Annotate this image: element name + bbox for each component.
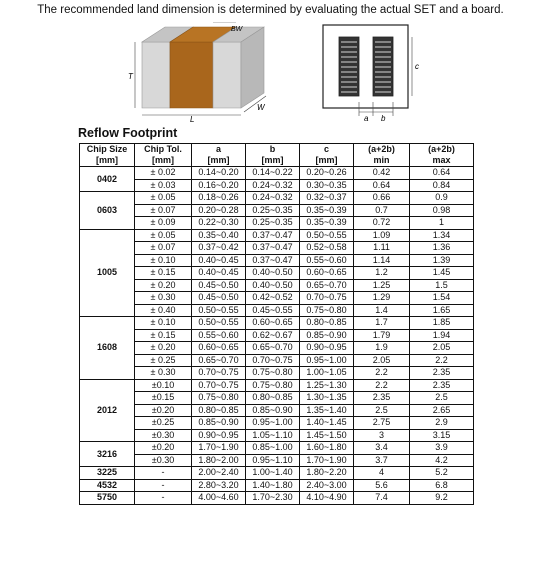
chip-tol-cell: - — [135, 492, 192, 505]
a-cell: 0.70~0.75 — [192, 379, 246, 392]
a-cell: 0.60~0.65 — [192, 342, 246, 355]
col-chip-tol: Chip Tol. — [135, 144, 192, 156]
dimension-drawings — [0, 22, 541, 122]
chip-tol-cell: ± 0.15 — [135, 267, 192, 280]
a2b-max-cell: 1.85 — [410, 317, 474, 330]
a2b-min-cell: 1.14 — [354, 254, 410, 267]
c-cell: 0.95~1.00 — [300, 354, 354, 367]
a-cell: 0.40~0.45 — [192, 267, 246, 280]
a-cell: 4.00~4.60 — [192, 492, 246, 505]
a2b-max-cell: 2.05 — [410, 342, 474, 355]
a-cell: 0.85~0.90 — [192, 417, 246, 430]
b-cell: 0.24~0.32 — [246, 192, 300, 205]
a2b-min-cell: 7.4 — [354, 492, 410, 505]
table-row — [80, 379, 474, 392]
a2b-max-cell: 6.8 — [410, 479, 474, 492]
b-cell: 1.00~1.40 — [246, 467, 300, 480]
a-cell: 0.35~0.40 — [192, 229, 246, 242]
col-c: c — [300, 144, 354, 156]
table-row — [80, 204, 474, 217]
a2b-min-cell: 1.4 — [354, 304, 410, 317]
c-cell: 1.70~1.90 — [300, 454, 354, 467]
col-c-unit: [mm] — [300, 155, 354, 167]
chip-tol-cell: ± 0.25 — [135, 354, 192, 367]
table-row — [80, 429, 474, 442]
table-row — [80, 254, 474, 267]
a-cell: 0.16~0.20 — [192, 179, 246, 192]
col-a2b-min-sub: min — [354, 155, 410, 167]
a2b-min-cell: 2.2 — [354, 379, 410, 392]
chip-size-cell: 4532 — [80, 479, 135, 492]
table-row — [80, 192, 474, 205]
a2b-max-cell: 9.2 — [410, 492, 474, 505]
a2b-min-cell: 4 — [354, 467, 410, 480]
a2b-max-cell: 0.98 — [410, 204, 474, 217]
c-cell: 4.10~4.90 — [300, 492, 354, 505]
chip-tol-cell: ± 0.10 — [135, 254, 192, 267]
chip-size-cell: 0603 — [80, 192, 135, 230]
c-cell: 2.40~3.00 — [300, 479, 354, 492]
a2b-max-cell: 1.65 — [410, 304, 474, 317]
a2b-min-cell: 1.7 — [354, 317, 410, 330]
chip-label-t: T — [128, 72, 133, 81]
a2b-min-cell: 2.2 — [354, 367, 410, 380]
a-cell: 2.80~3.20 — [192, 479, 246, 492]
a2b-min-cell: 2.75 — [354, 417, 410, 430]
c-cell: 1.45~1.50 — [300, 429, 354, 442]
a-cell: 0.14~0.20 — [192, 167, 246, 180]
chip-tol-cell: ± 0.40 — [135, 304, 192, 317]
a-cell: 0.75~0.80 — [192, 392, 246, 405]
col-a-unit: [mm] — [192, 155, 246, 167]
a2b-min-cell: 5.6 — [354, 479, 410, 492]
b-cell: 0.37~0.47 — [246, 254, 300, 267]
a-cell: 0.65~0.70 — [192, 354, 246, 367]
a2b-min-cell: 0.66 — [354, 192, 410, 205]
a2b-max-cell: 4.2 — [410, 454, 474, 467]
page-header-text: The recommended land dimension is determined by evaluating the actual SET and a board. — [37, 4, 504, 16]
c-cell: 0.70~0.75 — [300, 292, 354, 305]
a2b-min-cell: 1.09 — [354, 229, 410, 242]
b-cell: 1.40~1.80 — [246, 479, 300, 492]
table-row — [80, 292, 474, 305]
a2b-min-cell: 2.5 — [354, 404, 410, 417]
a2b-max-cell: 2.2 — [410, 354, 474, 367]
col-chip-size-unit: [mm] — [80, 155, 135, 167]
table-row — [80, 267, 474, 280]
chip-size-cell: 3216 — [80, 442, 135, 467]
b-cell: 1.70~2.30 — [246, 492, 300, 505]
chip-tol-cell: ±0.20 — [135, 442, 192, 455]
c-cell: 1.25~1.30 — [300, 379, 354, 392]
chip-size-cell: 5750 — [80, 492, 135, 505]
a-cell: 0.50~0.55 — [192, 317, 246, 330]
a2b-max-cell: 3.9 — [410, 442, 474, 455]
a2b-max-cell: 1.45 — [410, 267, 474, 280]
chip-tol-cell: ± 0.10 — [135, 317, 192, 330]
a-cell: 0.18~0.26 — [192, 192, 246, 205]
chip-tol-cell: ± 0.20 — [135, 342, 192, 355]
chip-size-cell: 1608 — [80, 317, 135, 380]
b-cell: 0.40~0.50 — [246, 267, 300, 280]
chip-tol-cell: ± 0.07 — [135, 204, 192, 217]
chip-size-cell: 0402 — [80, 167, 135, 192]
table-row — [80, 442, 474, 455]
b-cell: 0.85~0.90 — [246, 404, 300, 417]
land-label-c: c — [415, 62, 419, 71]
a2b-max-cell: 2.9 — [410, 417, 474, 430]
a-cell: 0.20~0.28 — [192, 204, 246, 217]
c-cell: 1.40~1.45 — [300, 417, 354, 430]
a-cell: 0.22~0.30 — [192, 217, 246, 230]
a-cell: 0.55~0.60 — [192, 329, 246, 342]
chip-tol-cell: ±0.25 — [135, 417, 192, 430]
c-cell: 0.75~0.80 — [300, 304, 354, 317]
a-cell: 2.00~2.40 — [192, 467, 246, 480]
b-cell: 0.42~0.52 — [246, 292, 300, 305]
table-row — [80, 304, 474, 317]
a2b-max-cell: 1.54 — [410, 292, 474, 305]
b-cell: 0.75~0.80 — [246, 367, 300, 380]
b-cell: 0.60~0.65 — [246, 317, 300, 330]
a-cell: 0.70~0.75 — [192, 367, 246, 380]
a2b-min-cell: 3 — [354, 429, 410, 442]
a2b-min-cell: 2.05 — [354, 354, 410, 367]
c-cell: 0.35~0.39 — [300, 217, 354, 230]
c-cell: 0.30~0.35 — [300, 179, 354, 192]
b-cell: 0.85~1.00 — [246, 442, 300, 455]
b-cell: 0.14~0.22 — [246, 167, 300, 180]
c-cell: 1.80~2.20 — [300, 467, 354, 480]
a2b-max-cell: 3.15 — [410, 429, 474, 442]
a2b-min-cell: 1.2 — [354, 267, 410, 280]
chip-size-cell: 1005 — [80, 229, 135, 317]
chip-tol-cell: ± 0.02 — [135, 167, 192, 180]
col-chip-tol-unit: [mm] — [135, 155, 192, 167]
b-cell: 0.95~1.00 — [246, 417, 300, 430]
chip-tol-cell: ± 0.15 — [135, 329, 192, 342]
table-row — [80, 404, 474, 417]
b-cell: 0.45~0.55 — [246, 304, 300, 317]
a2b-min-cell: 0.72 — [354, 217, 410, 230]
chip-size-cell: 3225 — [80, 467, 135, 480]
a-cell: 0.45~0.50 — [192, 292, 246, 305]
chip-tol-cell: ± 0.05 — [135, 229, 192, 242]
b-cell: 0.25~0.35 — [246, 217, 300, 230]
a-cell: 1.80~2.00 — [192, 454, 246, 467]
chip-drawing — [128, 22, 266, 122]
col-a: a — [192, 144, 246, 156]
b-cell: 0.70~0.75 — [246, 354, 300, 367]
chip-tol-cell: ± 0.07 — [135, 242, 192, 255]
a2b-max-cell: 2.65 — [410, 404, 474, 417]
c-cell: 0.32~0.37 — [300, 192, 354, 205]
col-b-unit: [mm] — [246, 155, 300, 167]
chip-tol-cell: ± 0.05 — [135, 192, 192, 205]
chip-body-front — [170, 42, 213, 108]
a2b-max-cell: 0.64 — [410, 167, 474, 180]
a-cell: 0.45~0.50 — [192, 279, 246, 292]
a2b-min-cell: 0.64 — [354, 179, 410, 192]
a2b-max-cell: 2.5 — [410, 392, 474, 405]
table-row — [80, 242, 474, 255]
table-row — [80, 417, 474, 430]
a-cell: 0.80~0.85 — [192, 404, 246, 417]
a2b-max-cell: 1.36 — [410, 242, 474, 255]
a2b-max-cell: 0.9 — [410, 192, 474, 205]
a2b-min-cell: 0.7 — [354, 204, 410, 217]
table-row — [80, 367, 474, 380]
chip-left-electrode-front — [142, 42, 170, 108]
b-cell: 0.95~1.10 — [246, 454, 300, 467]
land-label-b: b — [381, 114, 386, 122]
b-cell: 0.24~0.32 — [246, 179, 300, 192]
a-cell: 1.70~1.90 — [192, 442, 246, 455]
c-cell: 1.60~1.80 — [300, 442, 354, 455]
c-cell: 0.65~0.70 — [300, 279, 354, 292]
land-pattern-drawing — [323, 25, 419, 122]
section-title: Reflow Footprint — [78, 126, 178, 140]
a2b-max-cell: 1 — [410, 217, 474, 230]
c-cell: 0.90~0.95 — [300, 342, 354, 355]
b-cell: 0.80~0.85 — [246, 392, 300, 405]
c-cell: 0.55~0.60 — [300, 254, 354, 267]
chip-label-w: W — [257, 103, 265, 112]
table-row — [80, 229, 474, 242]
b-cell: 0.65~0.70 — [246, 342, 300, 355]
c-cell: 0.50~0.55 — [300, 229, 354, 242]
b-cell: 0.37~0.47 — [246, 242, 300, 255]
chip-tol-cell: ± 0.20 — [135, 279, 192, 292]
c-cell: 0.60~0.65 — [300, 267, 354, 280]
table-row — [80, 329, 474, 342]
chip-tol-cell: ±0.15 — [135, 392, 192, 405]
chip-tol-cell: ±0.20 — [135, 404, 192, 417]
table-row — [80, 479, 474, 492]
chip-tol-cell: ±0.30 — [135, 454, 192, 467]
table-row — [80, 167, 474, 180]
a2b-min-cell: 1.29 — [354, 292, 410, 305]
a2b-max-cell: 1.34 — [410, 229, 474, 242]
a-cell: 0.50~0.55 — [192, 304, 246, 317]
chip-tol-cell: ± 0.03 — [135, 179, 192, 192]
chip-tol-cell: - — [135, 479, 192, 492]
a2b-min-cell: 0.42 — [354, 167, 410, 180]
a-cell: 0.90~0.95 — [192, 429, 246, 442]
table-row — [80, 342, 474, 355]
land-label-a: a — [364, 114, 369, 122]
a2b-max-cell: 5.2 — [410, 467, 474, 480]
c-cell: 0.20~0.26 — [300, 167, 354, 180]
c-cell: 0.80~0.85 — [300, 317, 354, 330]
col-a2b-min: (a+2b) — [354, 144, 410, 156]
a2b-max-cell: 1.94 — [410, 329, 474, 342]
a2b-min-cell: 1.79 — [354, 329, 410, 342]
chip-tol-cell: ±0.10 — [135, 379, 192, 392]
chip-tol-cell: ± 0.30 — [135, 367, 192, 380]
table-row — [80, 279, 474, 292]
b-cell: 0.62~0.67 — [246, 329, 300, 342]
col-chip-size: Chip Size — [80, 144, 135, 156]
table-row — [80, 179, 474, 192]
table-row — [80, 354, 474, 367]
table-row — [80, 467, 474, 480]
a-cell: 0.37~0.42 — [192, 242, 246, 255]
table-row — [80, 392, 474, 405]
chip-label-l: L — [190, 115, 195, 122]
b-cell: 0.25~0.35 — [246, 204, 300, 217]
c-cell: 0.35~0.39 — [300, 204, 354, 217]
chip-tol-cell: - — [135, 467, 192, 480]
a2b-min-cell: 3.7 — [354, 454, 410, 467]
chip-tol-cell: ± 0.09 — [135, 217, 192, 230]
header-row-top — [80, 144, 474, 156]
table-row — [80, 454, 474, 467]
table-row — [80, 217, 474, 230]
b-cell: 0.37~0.47 — [246, 229, 300, 242]
chip-label-bw: BW — [231, 26, 243, 33]
table-row — [80, 492, 474, 505]
chip-tol-cell: ± 0.30 — [135, 292, 192, 305]
a2b-max-cell: 0.84 — [410, 179, 474, 192]
b-cell: 0.75~0.80 — [246, 379, 300, 392]
c-cell: 0.85~0.90 — [300, 329, 354, 342]
a-cell: 0.40~0.45 — [192, 254, 246, 267]
b-cell: 1.05~1.10 — [246, 429, 300, 442]
a2b-min-cell: 1.25 — [354, 279, 410, 292]
a2b-min-cell: 1.11 — [354, 242, 410, 255]
reflow-footprint-table — [79, 143, 474, 505]
land-outline — [323, 25, 408, 108]
a2b-max-cell: 2.35 — [410, 379, 474, 392]
col-b: b — [246, 144, 300, 156]
c-cell: 1.00~1.05 — [300, 367, 354, 380]
chip-right-electrode-front — [213, 42, 241, 108]
col-a2b-max: (a+2b) — [410, 144, 474, 156]
table-row — [80, 317, 474, 330]
header-row-bottom — [80, 155, 474, 167]
a2b-min-cell: 3.4 — [354, 442, 410, 455]
c-cell: 1.35~1.40 — [300, 404, 354, 417]
chip-size-cell: 2012 — [80, 379, 135, 442]
a2b-max-cell: 2.35 — [410, 367, 474, 380]
a2b-max-cell: 1.5 — [410, 279, 474, 292]
col-a2b-max-sub: max — [410, 155, 474, 167]
a2b-min-cell: 1.9 — [354, 342, 410, 355]
c-cell: 1.30~1.35 — [300, 392, 354, 405]
a2b-max-cell: 1.39 — [410, 254, 474, 267]
table-body — [80, 167, 474, 505]
chip-tol-cell: ±0.30 — [135, 429, 192, 442]
c-cell: 0.52~0.58 — [300, 242, 354, 255]
a2b-min-cell: 2.35 — [354, 392, 410, 405]
b-cell: 0.40~0.50 — [246, 279, 300, 292]
